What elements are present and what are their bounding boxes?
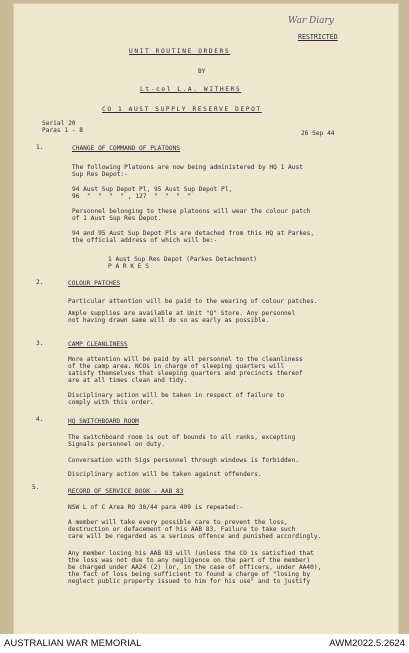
by-line: BY xyxy=(198,68,206,75)
address-line: 1 Aust Sup Res Depot (Parkes Detachment) xyxy=(108,256,258,263)
text-line: Disciplinary action will be taken against offenders. xyxy=(68,471,262,478)
text-line: Disciplinary action will be taken in respect of failure to xyxy=(68,392,285,399)
text-line: 94 Aust Sup Depot Pl, 95 Aust Sup Depot Pl, xyxy=(72,186,233,193)
text-line: The switchboard room is out of bounds to all ranks, excepting xyxy=(68,434,296,441)
text-line: satisfy themselves that sleeping quarters and precincts thereof xyxy=(68,370,303,377)
text-line: comply with this order. xyxy=(68,399,154,406)
caption-accession-number: AWM2022.5.2624 xyxy=(329,638,405,649)
section-number: 3. xyxy=(36,340,44,347)
section-heading: COLOUR PATCHES xyxy=(68,280,121,287)
document-page xyxy=(14,4,398,634)
text-line: Sup Res Depot:- xyxy=(72,171,128,178)
section-heading: HQ SWITCHBOARD ROOM xyxy=(68,418,139,425)
text-line: neglect public property issued to him for his use" and to justify xyxy=(68,578,311,585)
classification-label: RESTRICTED xyxy=(298,33,338,41)
text-line: the official address of which will be:- xyxy=(72,237,218,244)
unit-name: CO 1 AUST SUPPLY RESERVE DEPOT xyxy=(102,106,262,113)
text-line: not having drawn same will do so as early as possible. xyxy=(68,317,270,324)
text-line: More attention will be paid by all personnel to the cleanliness xyxy=(68,356,303,363)
section-number: 1. xyxy=(36,144,44,151)
text-line: Ample supplies are available at Unit "Q" Store. Any personnel xyxy=(68,310,296,317)
text-line: of 1 Aust Sup Res Depot. xyxy=(72,215,162,222)
paras-range: Paras 1 - 8 xyxy=(42,127,83,134)
text-line: Any member losing his AAB 83 will (unless the CO is satisfied that xyxy=(68,550,314,557)
address-line: P A R K E S xyxy=(108,263,149,270)
handwritten-note: War Diary xyxy=(288,16,334,26)
text-line: care will be regarded as a serious offence and punished accordingly. xyxy=(68,533,322,540)
text-line: The following Platoons are now being administered by HQ 1 Aust xyxy=(72,164,303,171)
section-heading: RECORD OF SERVICE BOOK - AAB 83 xyxy=(68,488,184,495)
section-number: 2. xyxy=(36,279,44,286)
image-caption-bar xyxy=(0,634,409,653)
caption-institution: AUSTRALIAN WAR MEMORIAL xyxy=(4,638,142,649)
section-heading: CAMP CLEANLINESS xyxy=(68,341,128,348)
text-line: 94 and 95 Aust Sup Depot Pls are detached from this HQ at Parkes, xyxy=(72,230,315,237)
text-line: 96 " " " " , 127 " " " " xyxy=(72,193,192,200)
text-line: NSW L of C Area RO 38/44 para 409 is repeated:- xyxy=(68,504,244,511)
section-heading: CHANGE OF COMMAND OF PLATOONS xyxy=(72,145,181,152)
officer-name: Lt-col L.A. WITHERS xyxy=(140,86,242,93)
order-date: 26 Sep 44 xyxy=(301,130,335,137)
text-line: Signals personnel on duty. xyxy=(68,441,165,448)
text-line: are at all times clean and tidy. xyxy=(68,377,188,384)
serial-number: Serial 20 xyxy=(42,120,76,127)
document-title: UNIT ROUTINE ORDERS xyxy=(129,48,231,55)
text-line: the fact of loss being sufficient to found a charge of "losing by xyxy=(68,571,311,578)
text-line: Conversation with Sigs personnel through windows is forbidden. xyxy=(68,457,299,464)
text-line: Personnel belonging to these platoons will wear the colour patch xyxy=(72,208,311,215)
section-number: 5. xyxy=(32,484,40,491)
text-line: of the camp area. NCOs in charge of sleeping quarters will xyxy=(68,363,285,370)
text-line: the loss was not due to any negligence on the part of the member) xyxy=(68,557,311,564)
text-line: be charged under AA24 (2) (or, in the case of officers, under AA40), xyxy=(68,564,322,571)
text-line: A member will take every possible care to prevent the loss, xyxy=(68,519,288,526)
section-number: 4. xyxy=(36,416,44,423)
text-line: Particular attention will be paid to the wearing of colour patches. xyxy=(68,298,318,305)
text-line: destruction or defacement of his AAB 83. Failure to take such xyxy=(68,526,296,533)
